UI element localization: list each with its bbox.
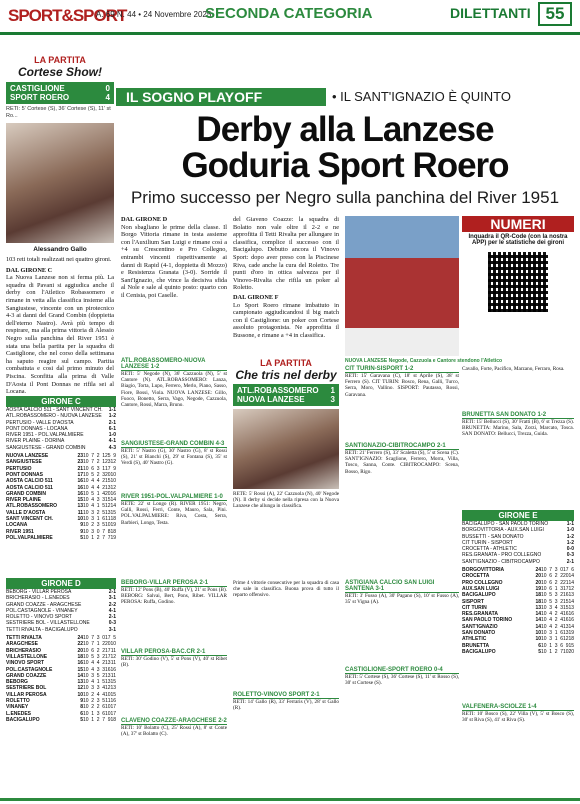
match-text: RETI: 5' Nastro (G), 30' Nastro (G), 8' st Rossi (S), 21' st Bianchi (S), 29' st Fontana (S), 35' st Verdi (S), 40' Nastro (G). <box>121 448 227 467</box>
standings-row: AOSTA CALCIO 511 16 10 4 4 2 13 12 <box>6 484 117 491</box>
result-row: BEBORG - VILLAR PEROSA 2-1 <box>6 589 116 595</box>
qr-code-icon[interactable] <box>488 252 548 312</box>
section-title: SECONDA CATEGORIA <box>205 5 373 22</box>
score-row: CASTIGLIONE 0 <box>10 84 110 93</box>
result-row: RIVER 1951 - POL.VALPALMIERE 1-0 <box>6 432 116 439</box>
result-row: GRAND COAZZE - ARAGCHESE 2-2 <box>6 601 116 608</box>
standings-row: BACIGALUPO 18 10 5 3 2 16 13 <box>462 592 575 599</box>
girone-d-heading: DAL GIRONE D <box>121 216 168 223</box>
category-title: DILETTANTI <box>450 5 531 21</box>
score-row: SPORT ROERO 4 <box>10 93 110 102</box>
team-photo <box>345 216 459 356</box>
result-row: RES.GRANATA - PRO COLLEGNO 0-3 <box>462 552 574 559</box>
article-col1 <box>121 216 227 354</box>
result-row: SANT'IGNAZIO - CIBITROCAMPO 2-1 <box>462 558 574 565</box>
match-header: BEBORG-VILLAR PEROSA 2-1 <box>121 580 227 587</box>
mid-col-d <box>462 366 574 499</box>
girone-e-block <box>462 510 574 655</box>
article-col2 <box>233 216 339 354</box>
girone-e-results <box>462 521 574 565</box>
match-text: RETI: 10' Bolatto (C), 25' Rossi (A), 8' st Conte (A), 37' st Bolatto (C). <box>121 725 227 738</box>
girone-e-title: GIRONE E <box>462 510 574 521</box>
standings-row: BACIGALUPO 5 10 1 2 7 9 18 <box>6 716 117 723</box>
girone-c-table <box>6 453 116 541</box>
headline-line2: Goduria Sport Roero <box>181 146 509 185</box>
headline-line1: Derby alla Lanzese <box>196 110 494 149</box>
match-text: RETE: 5' Rossi (A), 22' Cazzuola (N), 40' Negode (N). Il derby si decide nella ripresa con la Nuova Lanzese che allunga in classifica. <box>233 491 339 510</box>
photo-caption: NUOVA LANZESE Negode, Cazzuola e Cantore stendono l'Atletico <box>345 358 503 364</box>
result-row: ROLETTO - VINOVO SPORT 2-1 <box>6 614 116 621</box>
standings-row: CIT TURIN 13 10 3 4 3 15 13 <box>462 604 575 611</box>
article-col1-text: Non sbagliano le prime della classe. Il Borgo Vittoria rimane in testa assieme con l'Auxilium San Luigi e rimane così a +4 su Crescentino e Pro Collegno, entrambi vincenti rispettivamente ai danni di Rapid (4-1, doppietta di Mozzo) e Resistenza Granata (3-0). Sorride il Sant'Ignazio, che vince la decisiva sfida al Nole e sale al quinto posto: quarto con il Cenisia, poi Caselle. <box>121 223 227 299</box>
standings-row: VALLE D'AOSTA 11 10 3 2 5 13 15 <box>6 509 117 516</box>
result-row: BACIGALUPO - SAN PAOLO TORINO 1-1 <box>462 521 574 527</box>
standings-row: NUOVA LANZESE 23 10 7 2 1 25 9 <box>6 453 116 460</box>
standings-row: VILLASTELLONE 18 10 5 3 2 17 12 <box>6 653 117 660</box>
standings-row: VINANEY 8 10 2 2 6 10 17 <box>6 704 117 711</box>
match-text: RETI: 12' Pons (B), 40' Ruffa (V), 21' st Pons (B). BEBORG: Salvai, Bert, Pons, Ribet. VILLAR PEROSA: Ruffa, Godino. <box>121 587 227 606</box>
match-text: RETI: 21' Ferrero (S), 33' Scaletta (S), 5' st Scena (C). SANT'IGNAZIO: Scaglione, Ferrero, Morra, Villa, Tosco, Sanna, Conte. CIBITROCAMPO: Scena, Bosso, Rigo. <box>345 450 459 475</box>
partita-kicker: Cortese Show! <box>17 65 102 79</box>
result-row: SESTRIERE BOL - VILLASTELLONE 0-3 <box>6 620 116 627</box>
left-body: La Nuova Lanzese non si ferma più. La squadra di Pavani si aggiudica anche il derby con l'Atletico Robassomero e rimane in vetta alla classifica insieme alla Sangiustese, vincente con un pirotecnico 4-3 ai danni del Grand Combin (doppietta dell'eterno Nastro). Avrà più tempo di respirare, ma alla prima vittoria di Alessio Negro sulla panchina del River 1951 è stata una bella partita per la squadra di Castiglione, che nel corso della settimana ha saputo reagire sul campo. Partita combattuta e cosi dal primo minuto del Piscina. Sconfitta alla prima di Valle D'Aosta il Pont Donnas ne rifila sei al Locana. <box>6 274 114 396</box>
standings-row: GRAND COMBIN 16 10 5 1 4 20 16 <box>6 490 117 497</box>
result-row: SANGIUSTESE - GRAND COMBIN 4-3 <box>6 444 116 451</box>
match-header: ATL.ROBASSOMERO-NUOVA LANZESE 1-2 <box>121 358 227 371</box>
standings-row: BRICHERASIO 20 10 6 2 2 17 11 <box>6 647 116 654</box>
standings-row: SANGIUSTESE 23 10 7 2 1 23 12 <box>6 459 117 466</box>
bottom-col-a <box>121 580 227 795</box>
match-text: RETI: 5' Negode (N), 36' Cazzuola (N), 5' st Cantore (N). ATL.ROBASSOMERO: Lanza, Biagio, Torta, Lupo, Ferrero, Merlo, Piano, Sasso, Fiore, Bossi, Viola. NUOVA LANZESE: Gillo, Fuoco, Bonetto, Serra, Vago, Negode, Cazzuola, Cantore, Rossi, Marra, Bruno. <box>121 371 227 409</box>
article-col2-text: del Giaveno Coazze: la squadra di Bolatto non vale oltre il 2-2 e ne approfitta il Tetti Rivalta per allungare in classifica, complice il successo con il Bacigalupo. Debutto ancora il Vinovo Sport: dopo aver preso con la Piscinese Riva, cade anche la cura del Roletto. Tre punti d'oro in ottica salvezza per il Vinovo-Rivalta che rifila un poker al Roletto. <box>233 216 339 292</box>
header-rule <box>0 32 580 35</box>
result-row: BRICHERASIO - L.ENEDES 3-1 <box>6 595 116 602</box>
match-text: RETI: 15' Bellucci (S), 30' Fratti (B), 6' st Trezza (S). BRUNETTA: Marino, Sala, Zorzi, Marcato, Tosca. SAN DONATO: Bellucci, Trezza, Guida. <box>462 419 574 438</box>
match-header: VALFENERA-SCIOLZE 1-4 <box>462 704 574 711</box>
match-header: BRUNETTA SAN DONATO 1-2 <box>462 412 574 419</box>
scorers: RETI: 5' Cortese (S), 36' Cortese (S), 11' st Ro... <box>6 106 111 119</box>
girone-c-title: GIRONE C <box>6 396 116 407</box>
standings-row: CROCETTA 20 10 6 2 2 20 14 <box>462 573 575 580</box>
match-header: ROLETTO-VINOVO SPORT 2-1 <box>233 692 339 699</box>
standings-row: SAN DONATO 10 10 3 1 6 13 19 <box>462 630 575 637</box>
result-row: PONT DONNAS - LOCANA 6-1 <box>6 425 116 432</box>
bottom-col-d <box>462 704 574 759</box>
match-text: Prime 4 vittorie consecutive per la squadra di casa che sale in classifica. Buona prova di tutto il reparto offensivo. <box>233 580 339 599</box>
banner <box>116 88 574 106</box>
standings-row: VINOVO SPORT 16 10 4 4 2 13 11 <box>6 660 116 667</box>
result-row: AOSTA CALCIO 511 - SANT VINCENT CH. 1-1 <box>6 407 116 413</box>
girone-d-block <box>6 578 116 723</box>
standings-row: TETTI RIVALTA 24 10 7 3 0 17 5 <box>6 635 116 642</box>
match-header: CLAVENO COAZZE-ARAGCHESE 2-2 <box>121 718 227 724</box>
numeri-desc: Inquadra il QR-Code (con la nostra APP) per le statistiche dei gironi <box>468 234 568 246</box>
numeri-title: NUMERI <box>462 216 574 232</box>
bottom-col-c <box>345 580 459 754</box>
subheadline: Primo successo per Negro sulla panchina del River 1951 <box>130 188 560 207</box>
result-row: PERTUSIO - VALLE D'AOSTA 2-1 <box>6 419 116 426</box>
result-row: CROCETTA - ATHLETIC 0-0 <box>462 546 574 553</box>
scorebox-2 <box>233 384 339 406</box>
score-row: ATL.ROBASSOMERO 1 <box>237 386 335 395</box>
standings-row: PONT DONNAS 17 10 5 2 3 20 10 <box>6 471 117 478</box>
standings-row: ATHLETIC 10 10 3 1 6 12 18 <box>462 636 575 643</box>
mid-col-a <box>121 358 227 551</box>
girone-e-table <box>462 567 574 655</box>
result-row: POL.CASTAGNOLE - VINANEY 4-1 <box>6 607 116 614</box>
issue-meta: A. 69 N. 44 • 24 Novembre 2025 <box>96 10 212 19</box>
result-row: BORGOVITTORIA - AUX.SAN LUIGI 1-0 <box>462 527 574 534</box>
bottom-col-b <box>233 580 339 779</box>
match-header: CASTIGLIONE-SPORT ROERO 0-4 <box>345 667 459 674</box>
result-row: CIT TURIN - SISPORT 1-2 <box>462 539 574 546</box>
standings-row: PRO COLLEGNO 20 10 6 2 2 21 14 <box>462 579 575 586</box>
match-text: RETI: 30' Godino (V), 5' st Pons (V), 40' st Ribet (B). <box>121 656 227 669</box>
player-photo <box>6 123 114 243</box>
footer-rule <box>0 798 580 801</box>
girone-c-results <box>6 407 116 451</box>
headline <box>116 112 574 184</box>
standings-row: L.ENEDES 6 10 1 3 6 10 17 <box>6 710 117 717</box>
page-header <box>0 0 580 50</box>
banner-green: IL SOGNO PLAYOFF <box>116 88 326 106</box>
standings-row: SESTRIERE BOL 12 10 3 3 4 12 13 <box>6 685 117 692</box>
girone-c-heading: DAL GIRONE C <box>6 266 53 274</box>
left-column <box>6 55 114 396</box>
standings-row: BACIGALUPO 5 10 1 2 7 10 20 <box>462 648 575 655</box>
mid-col-b <box>233 358 339 577</box>
score-row: NUOVA LANZESE 3 <box>237 395 335 404</box>
standings-row: POL.CASTAGNOLE 15 10 4 3 3 16 16 <box>6 666 117 673</box>
standings-row: GRAND COAZZE 14 10 3 5 2 13 11 <box>6 672 116 679</box>
page-number: 55 <box>538 2 572 26</box>
standings-row: RIVER 1951 9 10 3 0 7 8 18 <box>6 528 117 535</box>
result-row: TETTI RIVALTA - BACIGALUPO 3-1 <box>6 626 116 633</box>
article-col3-text: Lo Sport Roero rimane imbattuto in campionato aggiudicandosi il big match con il Castiglione: un poker con Cortese assoluto protagonista. Ne approfitta il Bussone, e rimane a +4 in classifica. <box>233 301 339 339</box>
standings-row: SISPORT 18 10 5 3 2 15 14 <box>462 598 575 605</box>
standings-row: LOCANA 9 10 2 3 5 10 19 <box>6 522 117 529</box>
girone-c-block <box>6 396 116 541</box>
standings-row: AUX.SAN LUIGI 19 10 6 1 3 17 12 <box>462 585 575 592</box>
standings-row: PERTUSIO 21 10 6 3 1 17 9 <box>6 465 116 472</box>
match-text: RETI: 15' Garavana (C), 18' st Aprile (S), 38' st Ferrero (S). CIT TURIN: Bosco, Rena, Galli, Turco, Serra, Moro, Vallino. SISPORT: Pautasso, Rossi, Garavana. <box>345 373 459 398</box>
girone-d-results <box>6 589 116 633</box>
partita-tag-2: LA PARTITA <box>260 358 312 368</box>
standings-row: POL.VALPALMIERE 5 10 1 2 7 7 19 <box>6 534 117 541</box>
match-header: SANGIUSTESE-GRAND COMBIN 4-3 <box>121 441 227 448</box>
numeri-box <box>462 216 574 356</box>
girone-d-table <box>6 635 116 723</box>
result-row: BUSSETTI - SAN DONATO 1-2 <box>462 533 574 540</box>
standings-row: ARAGCHESE 22 10 7 1 2 20 10 <box>6 641 117 648</box>
match-text: RETI: 3' Fusso (A), 30' Pagano (S), 10' st Fusso (A), 35' st Vigna (A). <box>345 593 459 606</box>
match-text: Cavallo, Forte, Pacifico, Marzano, Ferraro, Rosa. <box>462 366 565 372</box>
result-row: ATL.ROBASSOMERO - NUOVA LANZESE 1-2 <box>6 413 116 420</box>
standings-row: RES.GRANATA 14 10 4 2 4 16 16 <box>462 611 575 618</box>
girone-f-heading: DAL GIRONE F <box>233 293 279 301</box>
match-header: VILLAR PEROSA-BAC.CR 2-1 <box>121 649 227 656</box>
match-header: SANTIGNAZIO-CIBITROCAMPO 2-1 <box>345 443 459 450</box>
standings-row: SANT'IGNAZIO 14 10 4 2 4 13 14 <box>462 623 575 630</box>
partita-tag: LA PARTITA <box>34 55 86 65</box>
byline: Alessandro Gallo <box>33 246 87 253</box>
partita-kicker-2: Che tris nel derby <box>235 368 337 382</box>
match-text: RETI: 10' Bosco (S), 22' Villa (V), 5' st Bosco (S), 30' st Riva (S), 41' st Riva (S). <box>462 711 574 724</box>
match-text: RETI: 14' Gallo (R), 33' Ferraris (V), 28' st Gallo (R). <box>233 699 339 712</box>
result-row: RIVER PLAINE - DORINA 4-1 <box>6 438 116 445</box>
intro-text: 103 reti totali realizzati nei quattro gironi. <box>6 256 112 263</box>
standings-row: ROLETTO 9 10 2 3 5 11 16 <box>6 698 117 705</box>
banner-sub: • IL SANT'IGNAZIO È QUINTO <box>332 89 511 104</box>
standings-row: VILLAR PEROSA 10 10 2 4 4 10 15 <box>6 691 117 698</box>
mid-col-c <box>345 366 459 536</box>
match-header: RIVER 1951-POL.VALPALMIERE 1-0 <box>121 494 227 501</box>
standings-row: AOSTA CALCIO 511 16 10 4 4 2 15 10 <box>6 478 117 485</box>
standings-row: ATL.ROBASSOMERO 13 10 4 1 5 12 14 <box>6 503 117 510</box>
standings-row: SAN PAOLO TORINO 14 10 4 2 4 16 16 <box>462 617 575 624</box>
match-photo <box>233 409 339 489</box>
girone-d-title: GIRONE D <box>6 578 116 589</box>
scorebox <box>6 82 114 104</box>
match-header: CIT TURIN-SISPORT 1-2 <box>345 366 459 373</box>
standings-row: RIVER PLAINE 15 10 4 3 3 15 14 <box>6 497 117 504</box>
match-text: RETI: 5' Cortese (S), 36' Cortese (S), 11' st Rosso (S), 30' st Cortese (S). <box>345 674 459 687</box>
match-header: ASTIGIANA CALCIO SAN LUIGI SANTENA 3-1 <box>345 580 459 593</box>
match-text: RETE: 22' st Longo (R). RIVER 1951: Negro, Galli, Rossi, Ferri, Conte, Mauro, Sala, Pini. POL.VALPALMIERE: Riva, Costa, Serra, Barbieri, Longo, Testa. <box>121 501 227 526</box>
masthead-logo: SPORT&SPORT <box>8 6 127 25</box>
standings-row: BEBORG 13 10 4 1 5 13 15 <box>6 679 117 686</box>
standings-row: BRUNETTA 6 10 1 3 6 9 15 <box>462 642 575 649</box>
standings-row: SANT VINCENT CH. 10 10 3 1 6 11 18 <box>6 516 117 523</box>
standings-row: BORGOVITTORIA 24 10 7 3 0 17 6 <box>462 567 574 574</box>
